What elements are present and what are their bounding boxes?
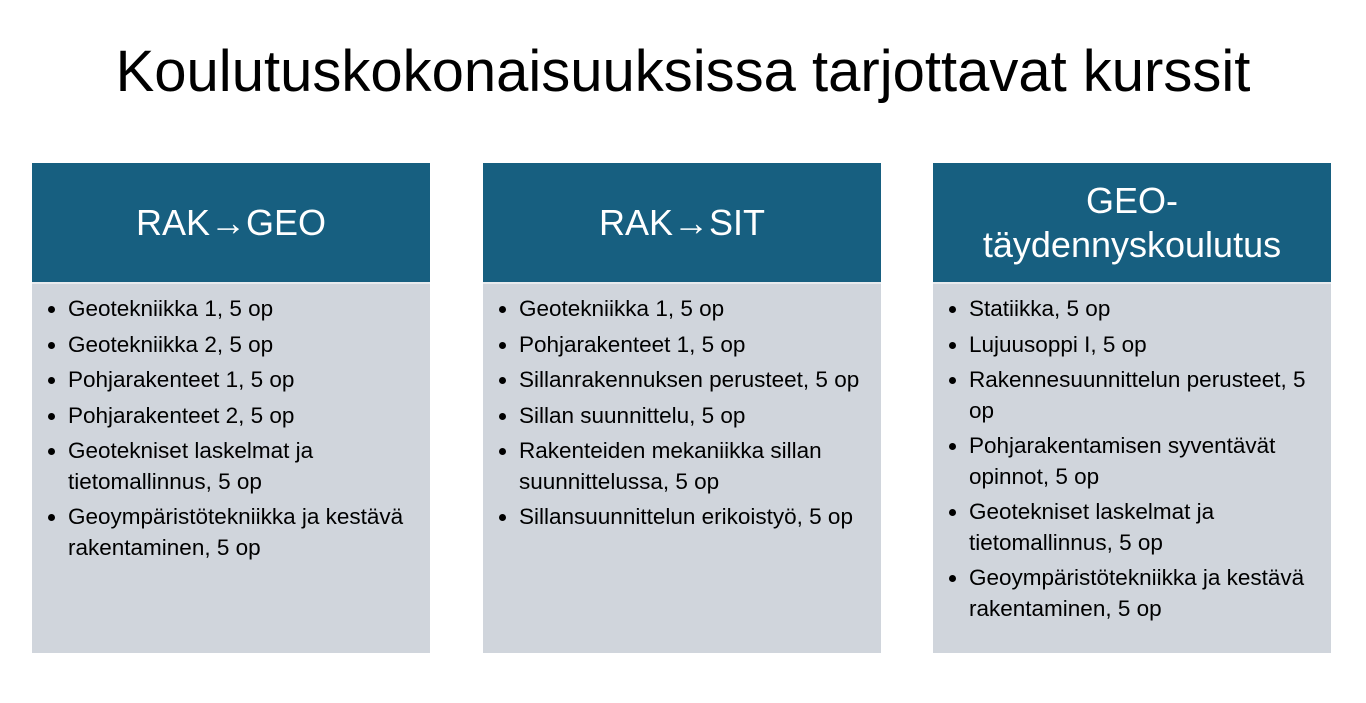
column-header: RAK→GEO — [32, 163, 430, 282]
course-column-geo-taydennyskoulutus — [933, 163, 1331, 653]
course-item: Sillanrakennuksen perusteet, 5 op — [497, 365, 867, 396]
course-item: Geoympäristötekniikka ja kestävä rakentaminen, 5 op — [46, 502, 416, 563]
column-body — [483, 282, 881, 653]
course-item: Geotekniikka 1, 5 op — [497, 294, 867, 325]
course-item: Pohjarakenteet 2, 5 op — [46, 401, 416, 432]
column-header: GEO-täydennyskoulutus — [933, 163, 1331, 282]
course-item: Geotekniset laskelmat ja tietomallinnus, 5 op — [947, 497, 1317, 558]
course-item: Rakenteiden mekaniikka sillan suunnittelussa, 5 op — [497, 436, 867, 497]
course-item: Pohjarakenteet 1, 5 op — [46, 365, 416, 396]
course-item: Lujuusoppi I, 5 op — [947, 330, 1317, 361]
course-list — [497, 294, 867, 533]
course-item: Geotekniikka 1, 5 op — [46, 294, 416, 325]
course-column-rak-sit — [483, 163, 881, 653]
slide-title: Koulutuskokonaisuuksissa tarjottavat kurssit — [115, 39, 1251, 104]
course-item: Sillan suunnittelu, 5 op — [497, 401, 867, 432]
column-body — [933, 282, 1331, 653]
column-header: RAK→SIT — [483, 163, 881, 282]
course-item: Sillansuunnittelun erikoistyö, 5 op — [497, 502, 867, 533]
course-item: Rakennesuunnittelun perusteet, 5 op — [947, 365, 1317, 426]
course-item: Statiikka, 5 op — [947, 294, 1317, 325]
course-list — [46, 294, 416, 563]
course-column-rak-geo — [32, 163, 430, 653]
course-list — [947, 294, 1317, 624]
course-item: Geotekniikka 2, 5 op — [46, 330, 416, 361]
course-item: Geoympäristötekniikka ja kestävä rakentaminen, 5 op — [947, 563, 1317, 624]
course-item: Geotekniset laskelmat ja tietomallinnus, 5 op — [46, 436, 416, 497]
course-item: Pohjarakenteet 1, 5 op — [497, 330, 867, 361]
course-item: Pohjarakentamisen syventävät opinnot, 5 op — [947, 431, 1317, 492]
column-body — [32, 282, 430, 653]
